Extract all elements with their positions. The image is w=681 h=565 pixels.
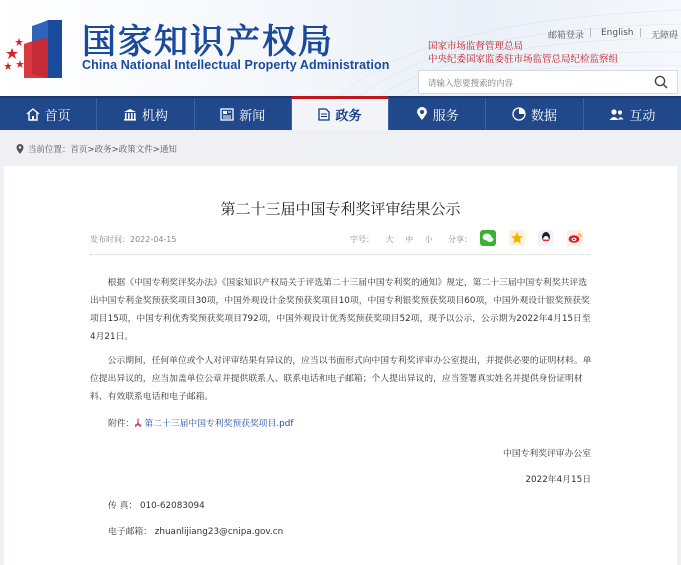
pdf-icon bbox=[134, 418, 142, 428]
article-title: 第二十三届中国专利奖评审结果公示 bbox=[220, 200, 461, 218]
location-pin-icon bbox=[416, 107, 428, 121]
sign-date: 2022年4月15日 bbox=[525, 475, 591, 485]
mail-login-link[interactable]: 邮箱登录 bbox=[548, 31, 585, 41]
divider: | bbox=[639, 28, 643, 38]
cnipa-logo-emblem bbox=[4, 14, 72, 84]
gov-links bbox=[428, 40, 618, 66]
users-icon bbox=[609, 108, 624, 121]
font-size-label: 字号： bbox=[350, 235, 374, 244]
article-paragraph: 根据《中国专利奖评奖办法》《国家知识产权局关于评选第二十三届中国专利奖的通知》规定，第二十三届中国专利奖共评选出中国专利金奖预获奖项目30项，中国外观设计金奖预获奖项目10项，中国专利银奖预获奖项目60项，中国外观设计银奖预获奖项目15项，中国专利优秀奖预获奖项目792项，中国外观设计优秀奖预获奖项目52项，现予以公示，公示期为2022年4月15日至4月21日。 bbox=[90, 278, 591, 342]
search-box bbox=[418, 70, 678, 94]
breadcrumb bbox=[0, 138, 681, 160]
font-size-small[interactable]: 小 bbox=[424, 235, 433, 244]
accessibility-link[interactable]: 无障碍 bbox=[651, 31, 679, 41]
nav-label: 互动 bbox=[629, 108, 656, 124]
nav-label: 服务 bbox=[432, 108, 459, 124]
divider: | bbox=[589, 28, 593, 38]
location-pin-icon bbox=[16, 144, 24, 154]
nav-label: 新闻 bbox=[239, 108, 266, 124]
attachment-link[interactable]: 第二十三届中国专利奖预获奖项目.pdf bbox=[144, 419, 294, 429]
chart-icon bbox=[512, 107, 526, 121]
main-nav bbox=[0, 96, 681, 130]
qq-icon[interactable] bbox=[538, 230, 554, 246]
nav-item-interaction[interactable] bbox=[584, 98, 681, 130]
nav-item-home[interactable] bbox=[0, 98, 97, 130]
building-icon bbox=[123, 108, 137, 121]
nav-item-news[interactable] bbox=[195, 98, 292, 130]
share-label: 分享： bbox=[448, 235, 472, 244]
site-title-en[interactable]: China National Intellectual Property Administration bbox=[82, 58, 390, 72]
nav-label: 数据 bbox=[531, 108, 558, 124]
contact-email: 电子邮箱： zhuanlijiang23@cnipa.gov.cn bbox=[108, 527, 284, 537]
font-size-large[interactable]: 大 bbox=[385, 235, 394, 244]
attachment-label: 附件： bbox=[108, 419, 135, 429]
nav-item-organization[interactable] bbox=[97, 98, 194, 130]
attachment bbox=[108, 416, 293, 429]
qzone-icon[interactable] bbox=[509, 230, 525, 246]
nav-label: 首页 bbox=[44, 108, 71, 124]
search-button[interactable] bbox=[645, 71, 677, 93]
article-paragraph: 公示期间，任何单位或个人对评审结果有异议的，应当以书面形式向中国专利奖评审办公室提出，并提供必要的证明材料。单位提出异议的，应当加盖单位公章并提供联系人、联系电话和电子邮箱；个人提出异议的，应当签署真实姓名并提供身份证明材料、有效联系电话和电子邮箱。 bbox=[90, 356, 592, 402]
document-icon bbox=[318, 108, 330, 121]
samr-link[interactable]: 国家市场监督管理总局 bbox=[428, 41, 524, 52]
font-size-medium[interactable]: 中 bbox=[405, 235, 414, 244]
breadcrumb-prefix: 当前位置： bbox=[28, 145, 71, 155]
publish-date: 发布时间：2022-04-15 bbox=[90, 235, 177, 244]
nav-item-services[interactable] bbox=[389, 98, 486, 130]
wechat-icon[interactable] bbox=[480, 230, 496, 246]
home-icon bbox=[26, 108, 40, 121]
search-icon bbox=[654, 75, 668, 89]
nav-item-government-affairs[interactable] bbox=[292, 98, 389, 130]
news-icon bbox=[220, 108, 234, 121]
search-input[interactable] bbox=[419, 73, 639, 95]
nav-label: 机构 bbox=[141, 108, 168, 124]
fax-number: 传 真： 010-62083094 bbox=[108, 501, 205, 511]
weibo-icon[interactable] bbox=[567, 230, 583, 246]
english-link[interactable]: English bbox=[601, 28, 634, 38]
site-header bbox=[0, 0, 681, 96]
nav-label: 政务 bbox=[335, 108, 362, 124]
meta-divider bbox=[90, 254, 590, 255]
font-size-selector bbox=[350, 234, 442, 245]
site-title-cn[interactable]: 国家知识产权局 bbox=[82, 22, 334, 62]
signature: 中国专利奖评审办公室 bbox=[503, 449, 591, 459]
article-panel bbox=[4, 166, 677, 565]
discipline-inspection-link[interactable]: 中央纪委国家监委驻市场监管总局纪检监察组 bbox=[428, 54, 619, 65]
breadcrumb-path[interactable]: 首页>政务>政策文件>通知 bbox=[70, 145, 177, 155]
nav-item-data[interactable] bbox=[486, 98, 583, 130]
